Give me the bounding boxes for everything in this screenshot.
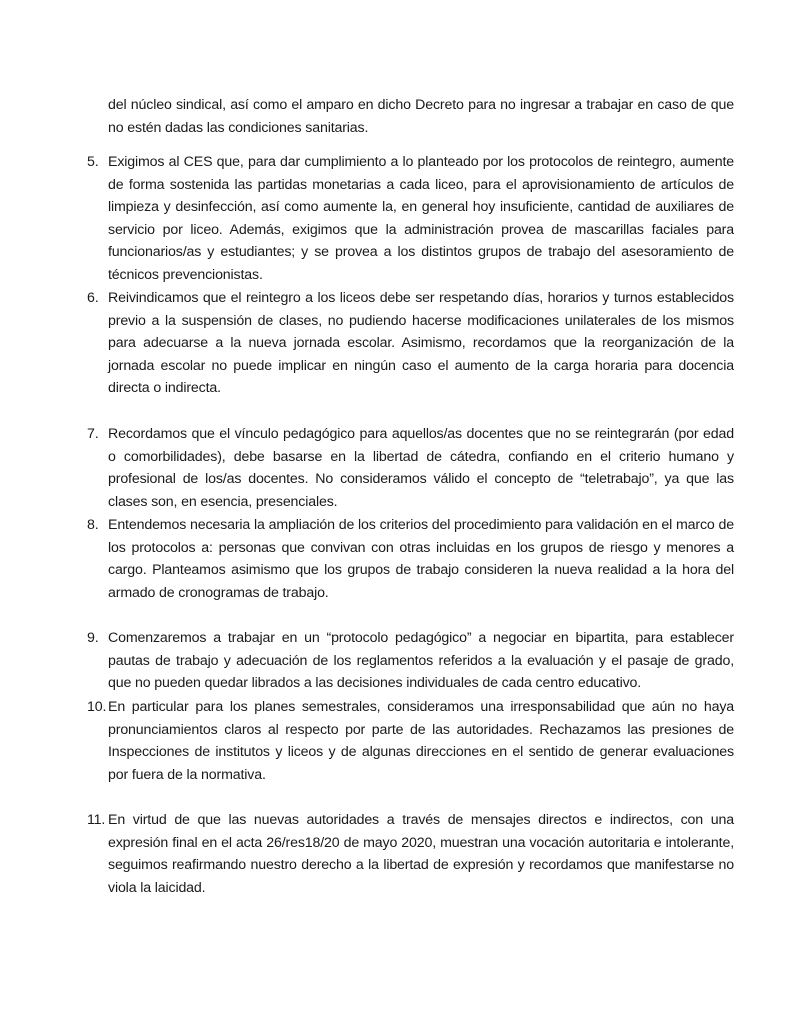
item-text: Recordamos que el vínculo pedagógico para aquellos/as docentes que no se reintegrarán (por edad o comorbilidades), debe basarse en la libertad de cátedra, confiando en el criterio humano y profesional de los/as docentes. No consideramos válido el concepto de “teletrabajo”, ya que las clases son, en esencia, presenciales. xyxy=(108,426,734,510)
list-item-11 xyxy=(87,809,734,899)
list-item-8 xyxy=(87,514,734,604)
item-number: 6. xyxy=(87,290,99,306)
item-text: Entendemos necesaria la ampliación de los criterios del procedimiento para validación en el marco de los protocolos a: personas que convivan con otras incluidas en los grupos de riesgo y menores a cargo. Planteamos asimismo que los grupos de trabajo consideren la nueva realidad a la hora del armado de cronogramas de trabajo. xyxy=(108,517,734,601)
list-item-10 xyxy=(87,696,734,786)
item-number: 5. xyxy=(87,154,99,170)
item-text: Exigimos al CES que, para dar cumplimiento a lo planteado por los protocolos de reintegro, aumente de forma sostenida las partidas monetarias a cada liceo, para el aprovisionamiento de artículos de limpieza y desinfección, así como aumente la, en general hoy insuficiente, cantidad de auxiliares de servicio por liceo. Además, exigimos que la administración provea de mascarillas faciales para funcionarios/as y estudiantes; y se provea a los distintos grupos de trabajo del asesoramiento de técnicos prevencionistas. xyxy=(108,154,734,283)
paragraph-text: del núcleo sindical, así como el amparo en dicho Decreto para no ingresar a trabajar en caso de que no estén dadas las condiciones sanitarias. xyxy=(108,97,734,136)
item-number: 11. xyxy=(87,812,106,828)
list-item-5 xyxy=(87,151,734,287)
item-number: 10. xyxy=(87,699,107,715)
item-text: Comenzaremos a trabajar en un “protocolo pedagógico” a negociar en bipartita, para establecer pautas de trabajo y adecuación de los reglamentos referidos a la evaluación y el pasaje de grado, que no pueden quedar librados a las decisiones individuales de cada centro educativo. xyxy=(108,630,734,692)
item-text: Reivindicamos que el reintegro a los liceos debe ser respetando días, horarios y turnos establecidos previo a la suspensión de clases, no pudiendo hacerse modificaciones unilaterales de los mismos para adecuarse a la nueva jornada escolar. Asimismo, recordamos que la reorganización de la jornada escolar no puede implicar en ningún caso el aumento de la carga horaria para docencia directa o indirecta. xyxy=(108,290,734,397)
item-number: 9. xyxy=(87,630,99,646)
item-number: 8. xyxy=(87,517,99,533)
list-item-9 xyxy=(87,627,734,695)
continuation-paragraph xyxy=(108,94,734,139)
list-item-7 xyxy=(87,423,734,513)
list-item-6 xyxy=(87,287,734,400)
item-text: En virtud de que las nuevas autoridades a través de mensajes directos e indirectos, con una expresión final en el acta 26/res18/20 de mayo 2020, muestran una vocación autoritaria e intolerante, seguimos reafirmando nuestro derecho a la libertad de expresión y recordamos que manifestarse no viola la laicidad. xyxy=(108,812,734,896)
item-text: En particular para los planes semestrales, consideramos una irresponsabilidad que aún no haya pronunciamientos claros al respecto por parte de las autoridades. Rechazamos las presiones de Inspecciones de institutos y liceos y de algunas direcciones en el sentido de generar evaluaciones por fuera de la normativa. xyxy=(108,699,734,783)
item-number: 7. xyxy=(87,426,99,442)
